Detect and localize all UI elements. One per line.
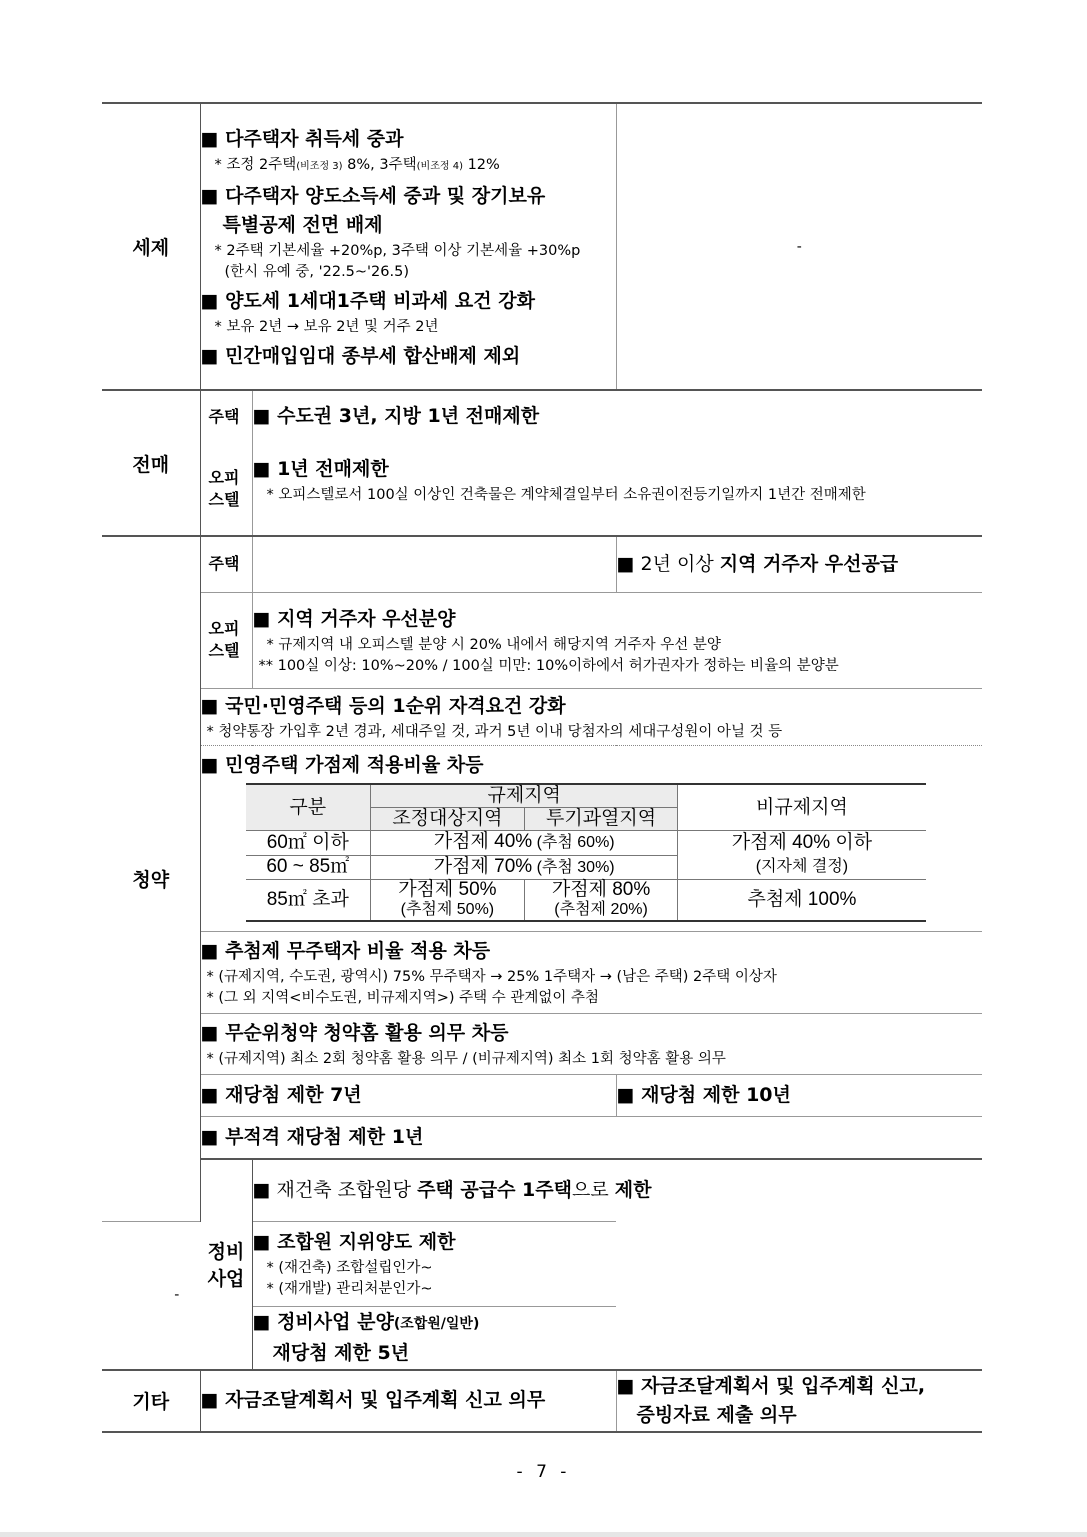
sub-rewin-right: ■ 재당첨 제한 10년 <box>616 1074 982 1116</box>
tax-right-empty: - <box>616 103 982 390</box>
redev-top: ■ 재건축 조합원당 주택 공급수 1주택으로 제한 <box>252 1159 982 1221</box>
category-resale: 전매 <box>102 390 200 536</box>
tax-note-3: * 보유 2년 → 보유 2년 및 거주 2년 <box>214 318 439 335</box>
row-85-adjusted: 가점제 50% (추첨제 50%) <box>371 880 525 922</box>
th-nonregulated: 비규제지역 <box>678 784 926 831</box>
sub-house-right: ■ 2년 이상 지역 거주자 우선공급 <box>616 536 982 592</box>
tax-note-1: * 조정 2주택(비조정 3) 8%, 3주택(비조정 4) 12% <box>214 156 500 173</box>
row-85-nonregulated: 추첨제 100% <box>678 880 926 922</box>
tax-note-2a: * 2주택 기본세율 +20%p, 3주택 이상 기본세율 +30%p <box>214 242 581 259</box>
page-bottom-divider <box>0 1532 1087 1537</box>
th-adjusted: 조정대상지역 <box>371 808 525 831</box>
sub-lottery-note-1: * (규제지역, 수도권, 광역시) 75% 무주택자 → 25% 1주택자 → (남은 주택) 2주택 이상자 <box>206 968 777 985</box>
redev-sale-rewin: ■ 정비사업 분양(조합원/일반) 재당첨 제한 5년 <box>252 1306 616 1370</box>
sub-point-heading: ■ 민영주택 가점제 적용비율 차등 <box>200 754 484 776</box>
row-60-label: 60㎡ 이하 <box>246 831 371 856</box>
resale-house-content <box>252 390 982 442</box>
sub-lottery-note-2: * (그 외 지역<비수도권, 비규제지역>) 주택 수 관계없이 추첨 <box>206 989 599 1006</box>
etc-left: ■ 자금조달계획서 및 입주계획 신고 의무 <box>200 1370 616 1432</box>
page-number: - 7 - <box>516 1462 571 1482</box>
redev-membership-transfer: ■ 조합원 지위양도 제한 * (재건축) 조합설립인가~ * (재개발) 관리처분인가~ <box>252 1221 616 1306</box>
tax-heading-3: ■ 양도세 1세대1주택 비과세 요건 강화 <box>200 289 535 312</box>
row-60-85-value: 가점제 70% (추첨 30%) <box>371 855 678 880</box>
sub-offi-content <box>252 592 982 688</box>
resale-sub-officetel: 오피 스텔 <box>200 442 252 536</box>
category-etc: 기타 <box>102 1370 200 1432</box>
tax-heading-4: ■ 민간매입임대 종부세 합산배제 제외 <box>200 344 521 367</box>
sub-qual-heading: ■ 국민·민영주택 등의 1순위 자격요건 강화 <box>200 694 566 717</box>
sub-unfit-rewin: ■ 부적격 재당첨 제한 1년 <box>200 1116 982 1159</box>
row-60-85-label: 60 ~ 85㎡ <box>246 855 371 880</box>
th-regulated: 규제지역 <box>371 784 678 808</box>
sub-random-heading: ■ 무순위청약 청약홈 활용 의무 차등 <box>200 1021 509 1044</box>
resale-offi-note: * 오피스텔로서 100실 이상인 건축물은 계약체결일부터 소유권이전등기일까지 1년간 전매제한 <box>266 486 866 503</box>
row-85-label: 85㎡ 초과 <box>246 880 371 922</box>
category-subscription: 청약 <box>102 536 200 1221</box>
row-60-value: 가점제 40% (추첨 60%) <box>371 831 678 856</box>
sub-offi-note-2: ** 100실 이상: 10%~20% / 100실 미만: 10%이하에서 허가권자가 정하는 비율의 분양분 <box>258 657 839 674</box>
sub-offi-heading: ■ 지역 거주자 우선분양 <box>252 607 456 630</box>
point-ratio-table <box>246 783 926 922</box>
sub-qual-note: * 청약통장 가입후 2년 경과, 세대주일 것, 과거 5년 이내 당첨자의 세대구성원이 아닐 것 등 <box>206 723 783 740</box>
row-60-85-nonregulated: 가점제 40% 이하 (지자체 결정) <box>678 831 926 880</box>
sub-house-left-empty <box>252 536 616 592</box>
sub-house: 주택 <box>200 536 252 592</box>
redev-left-empty: - <box>102 1221 252 1370</box>
th-gubun: 구분 <box>246 784 371 831</box>
tax-heading-1: ■ 다주택자 취득세 중과 <box>200 127 404 150</box>
etc-right: ■ 자금조달계획서 및 입주계획 신고, 증빙자료 제출 의무 <box>616 1370 982 1432</box>
sub-random-note: * (규제지역) 최소 2회 청약홈 활용 의무 / (비규제지역) 최소 1회 청약홈 활용 의무 <box>206 1050 726 1067</box>
sub-offi-note-1: * 규제지역 내 오피스텔 분양 시 20% 내에서 해당지역 거주자 우선 분양 <box>266 636 721 653</box>
resale-offi-content <box>252 442 982 536</box>
sub-random-apply <box>200 1013 982 1074</box>
resale-house-heading: ■ 수도권 3년, 지방 1년 전매제한 <box>252 405 540 427</box>
sub-qualification <box>200 688 982 745</box>
tax-note-2b: (한시 유예 중, '22.5~'26.5) <box>224 263 409 280</box>
row-85-speculative: 가점제 80% (추첨제 20%) <box>524 880 678 922</box>
tax-heading-2: ■ 다주택자 양도소득세 중과 및 장기보유 <box>200 184 546 207</box>
policy-table <box>102 102 982 1433</box>
th-speculative: 투기과열지역 <box>524 808 678 831</box>
resale-sub-house: 주택 <box>200 390 252 442</box>
category-tax: 세제 <box>102 103 200 390</box>
sub-rewin-left: ■ 재당첨 제한 7년 <box>200 1074 616 1116</box>
resale-offi-heading: ■ 1년 전매제한 <box>252 457 389 480</box>
category-redevelopment: 정비사업 <box>200 1159 252 1370</box>
tax-heading-2-cont: 특별공제 전면 배제 <box>222 213 383 236</box>
tax-content <box>200 103 616 390</box>
sub-lottery-heading: ■ 추첨제 무주택자 비율 적용 차등 <box>200 939 491 962</box>
sub-lottery <box>200 931 982 1013</box>
sub-point-system <box>200 745 982 931</box>
sub-officetel: 오피 스텔 <box>200 592 252 688</box>
